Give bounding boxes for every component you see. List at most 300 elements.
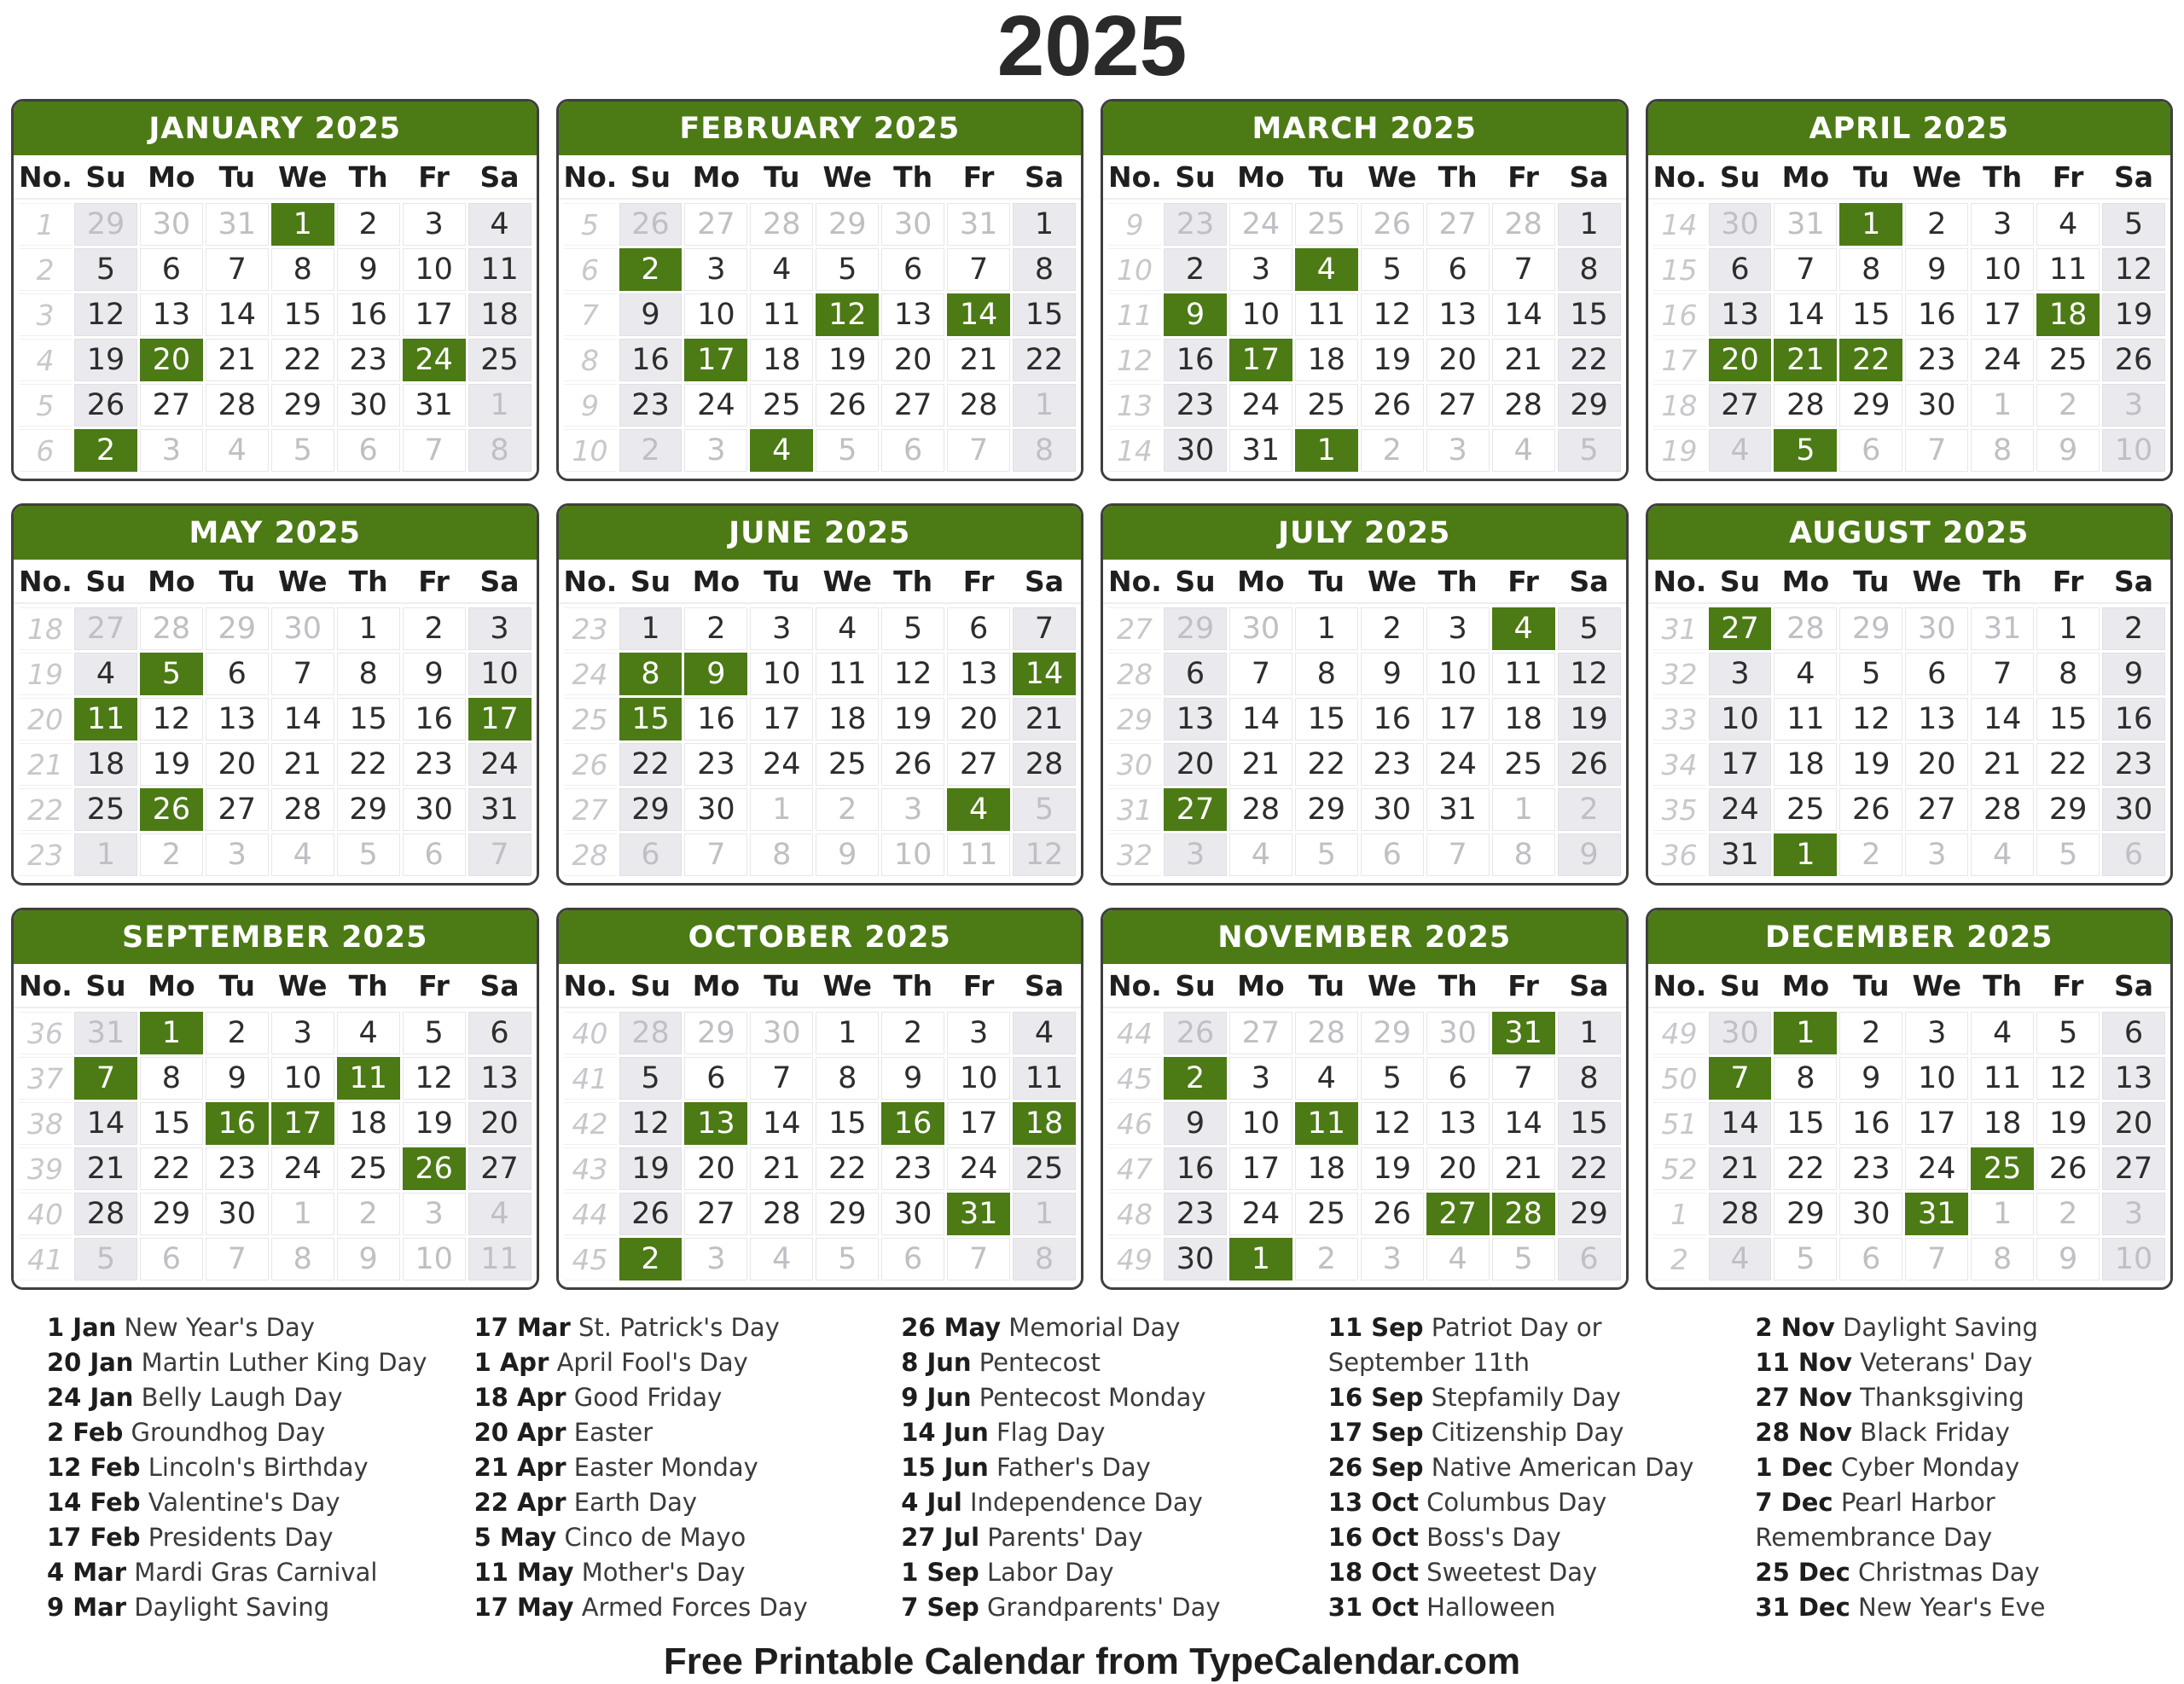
day-cell: 27 xyxy=(1905,788,1968,831)
day-cell: 24 xyxy=(468,743,531,786)
day-cell: 30 xyxy=(1709,1012,1772,1054)
day-cell: 16 xyxy=(1164,339,1227,381)
day-cell: 3 xyxy=(947,1012,1010,1054)
day-cell: 5 xyxy=(1839,653,1902,695)
day-cell-holiday: 28 xyxy=(1492,1193,1555,1235)
day-cell: 10 xyxy=(403,1238,466,1280)
day-cell: 22 xyxy=(1013,339,1076,381)
day-cell: 9 xyxy=(1905,248,1968,291)
day-cell: 2 xyxy=(684,607,747,650)
day-cell: 3 xyxy=(1426,607,1490,650)
holiday-item: 7 Dec Pearl Harbor Remembrance Day xyxy=(1755,1488,1995,1552)
month-card-september xyxy=(11,908,539,1290)
day-cell: 28 xyxy=(1492,384,1555,427)
weekday-row xyxy=(559,964,1082,1008)
day-cell: 23 xyxy=(1164,203,1227,246)
week-number: 23 xyxy=(19,833,72,876)
day-cell: 2 xyxy=(619,429,682,472)
day-cell: 7 xyxy=(750,1057,813,1100)
week-number: 30 xyxy=(1108,743,1161,786)
month-weeks xyxy=(14,604,537,883)
day-cell: 19 xyxy=(1839,743,1902,786)
day-cell: 12 xyxy=(140,698,203,740)
day-cell: 23 xyxy=(2102,743,2165,786)
holiday-date: 11 May xyxy=(473,1558,574,1587)
week-number: 38 xyxy=(19,1102,72,1145)
holiday-date: 7 Sep xyxy=(901,1593,979,1622)
day-cell-holiday: 7 xyxy=(74,1057,137,1100)
holiday-item: 31 Oct Halloween xyxy=(1327,1593,1556,1622)
day-cell-holiday: 14 xyxy=(947,293,1010,336)
weekday-label: Th xyxy=(348,969,388,1002)
day-cell-holiday: 4 xyxy=(1295,248,1358,291)
day-cell: 5 xyxy=(271,429,334,472)
day-cell: 14 xyxy=(206,293,269,336)
weekday-row xyxy=(1103,155,1626,200)
day-cell-holiday: 15 xyxy=(619,698,682,740)
day-cell: 22 xyxy=(1558,1147,1621,1190)
holiday-item: 13 Oct Columbus Day xyxy=(1327,1488,1607,1517)
day-cell: 7 xyxy=(947,1238,1010,1280)
day-cell: 24 xyxy=(750,743,813,786)
day-cell: 7 xyxy=(206,1238,269,1280)
day-cell: 30 xyxy=(1164,429,1227,472)
day-cell: 2 xyxy=(816,788,879,831)
day-cell: 7 xyxy=(684,833,747,876)
day-cell: 30 xyxy=(403,788,466,831)
day-cell: 6 xyxy=(1839,1238,1902,1280)
weekday-label: Th xyxy=(348,565,388,598)
day-cell: 2 xyxy=(403,607,466,650)
day-cell: 2 xyxy=(337,203,400,246)
day-cell: 24 xyxy=(684,384,747,427)
day-cell: 18 xyxy=(1295,339,1358,381)
day-cell: 13 xyxy=(206,698,269,740)
holiday-date: 31 Oct xyxy=(1327,1593,1419,1622)
week-number: 45 xyxy=(1108,1057,1161,1100)
day-cell: 12 xyxy=(2102,248,2165,291)
day-cell: 30 xyxy=(1839,1193,1902,1235)
day-cell: 30 xyxy=(881,203,944,246)
holiday-date: 18 Apr xyxy=(473,1383,566,1412)
weekday-label: We xyxy=(1367,565,1417,598)
weekday-row xyxy=(14,560,537,604)
day-cell-holiday: 18 xyxy=(1013,1102,1076,1145)
day-cell: 25 xyxy=(2036,339,2100,381)
day-cell: 2 xyxy=(1361,429,1424,472)
holiday-date: 31 Dec xyxy=(1755,1593,1850,1622)
day-cell: 15 xyxy=(816,1102,879,1145)
weekday-label: Sa xyxy=(1569,160,1609,194)
holiday-date: 17 Mar xyxy=(473,1313,571,1342)
month-title: DECEMBER 2025 xyxy=(1648,910,2171,964)
day-cell: 22 xyxy=(271,339,334,381)
day-cell-holiday: 1 xyxy=(1839,203,1902,246)
day-cell: 13 xyxy=(140,293,203,336)
month-title: FEBRUARY 2025 xyxy=(559,102,1082,155)
day-cell: 2 xyxy=(2036,1193,2100,1235)
day-cell: 3 xyxy=(1709,653,1772,695)
day-cell: 23 xyxy=(206,1147,269,1190)
day-cell: 15 xyxy=(1558,293,1621,336)
day-cell: 23 xyxy=(1361,743,1424,786)
day-cell: 1 xyxy=(619,607,682,650)
day-cell: 5 xyxy=(881,607,944,650)
day-cell: 29 xyxy=(2036,788,2100,831)
day-cell: 19 xyxy=(140,743,203,786)
week-number: 24 xyxy=(564,653,617,695)
day-cell: 29 xyxy=(684,1012,747,1054)
day-cell: 27 xyxy=(140,384,203,427)
day-cell-holiday: 2 xyxy=(74,429,137,472)
holiday-date: 1 Sep xyxy=(901,1558,979,1587)
weekday-label: Fr xyxy=(1507,969,1539,1002)
weekday-label: Th xyxy=(1438,969,1478,1002)
day-cell: 10 xyxy=(1229,293,1292,336)
holiday-date: 14 Feb xyxy=(47,1488,141,1517)
week-number: 40 xyxy=(19,1193,72,1235)
day-cell: 20 xyxy=(468,1102,531,1145)
holiday-date: 22 Apr xyxy=(473,1488,566,1517)
day-cell-holiday: 18 xyxy=(2036,293,2100,336)
day-cell: 11 xyxy=(1492,653,1555,695)
day-cell: 25 xyxy=(1295,203,1358,246)
weekday-label: Fr xyxy=(418,969,450,1002)
day-cell: 11 xyxy=(1774,698,1837,740)
weekday-label: Th xyxy=(1983,565,2023,598)
day-cell: 20 xyxy=(947,698,1010,740)
day-cell: 29 xyxy=(1164,607,1227,650)
day-cell: 23 xyxy=(1164,1193,1227,1235)
week-number: 3 xyxy=(19,293,72,336)
weekday-row xyxy=(559,155,1082,200)
weekday-label: Fr xyxy=(1507,565,1539,598)
day-cell: 30 xyxy=(206,1193,269,1235)
day-cell: 28 xyxy=(1774,384,1837,427)
week-number: 25 xyxy=(564,698,617,740)
holiday-date: 14 Jun xyxy=(901,1418,989,1447)
weekday-label: Su xyxy=(85,969,126,1002)
day-cell-holiday: 2 xyxy=(619,1238,682,1280)
week-number: 27 xyxy=(564,788,617,831)
day-cell: 20 xyxy=(1164,743,1227,786)
day-cell: 8 xyxy=(1492,833,1555,876)
week-number: 14 xyxy=(1653,203,1706,246)
week-number: 44 xyxy=(564,1193,617,1235)
day-cell: 24 xyxy=(271,1147,334,1190)
day-cell: 20 xyxy=(1426,339,1490,381)
day-cell: 20 xyxy=(1905,743,1968,786)
day-cell-holiday: 27 xyxy=(1709,607,1772,650)
day-cell: 7 xyxy=(1229,653,1292,695)
day-cell: 30 xyxy=(2102,788,2165,831)
day-cell-holiday: 17 xyxy=(468,698,531,740)
holiday-column xyxy=(901,1310,1304,1625)
week-number: 12 xyxy=(1108,339,1161,381)
day-cell: 11 xyxy=(816,653,879,695)
day-cell: 25 xyxy=(1295,384,1358,427)
weekday-label: Th xyxy=(1983,160,2023,194)
weekday-label: Mo xyxy=(148,969,195,1002)
day-cell: 5 xyxy=(1558,607,1621,650)
day-cell: 19 xyxy=(1361,339,1424,381)
day-cell: 25 xyxy=(74,788,137,831)
day-cell: 12 xyxy=(1839,698,1902,740)
weekday-label: Mo xyxy=(1237,160,1285,194)
day-cell: 5 xyxy=(1361,1057,1424,1100)
weekday-label: No. xyxy=(1653,160,1707,194)
weekday-label: Sa xyxy=(1569,969,1609,1002)
day-cell: 10 xyxy=(2102,1238,2165,1280)
holiday-date: 9 Jun xyxy=(901,1383,972,1412)
day-cell: 28 xyxy=(140,607,203,650)
month-card-july xyxy=(1101,503,1629,886)
holiday-item: 1 Sep Labor Day xyxy=(901,1558,1114,1587)
weekday-row xyxy=(1648,560,2171,604)
day-cell: 18 xyxy=(1295,1147,1358,1190)
holiday-item: 25 Dec Christmas Day xyxy=(1755,1558,2040,1587)
day-cell: 21 xyxy=(1971,743,2034,786)
day-cell: 29 xyxy=(1839,384,1902,427)
weekday-label: Th xyxy=(1438,565,1478,598)
holiday-item: 1 Apr April Fool's Day xyxy=(473,1348,748,1377)
day-cell: 8 xyxy=(140,1057,203,1100)
day-cell: 14 xyxy=(1709,1102,1772,1145)
day-cell: 11 xyxy=(2036,248,2100,291)
weekday-label: Mo xyxy=(1781,565,1830,598)
day-cell: 28 xyxy=(947,384,1010,427)
day-cell: 3 xyxy=(1229,248,1292,291)
weekday-row xyxy=(14,155,537,200)
weekday-label: Tu xyxy=(1308,565,1345,598)
day-cell: 16 xyxy=(2102,698,2165,740)
day-cell-holiday: 26 xyxy=(403,1147,466,1190)
holiday-item: 1 Dec Cyber Monday xyxy=(1755,1453,2020,1482)
month-weeks xyxy=(1648,604,2171,883)
weekday-label: No. xyxy=(1108,160,1162,194)
weekday-label: Mo xyxy=(1781,969,1830,1002)
holiday-date: 20 Apr xyxy=(473,1418,566,1447)
holiday-item: 5 May Cinco de Mayo xyxy=(473,1523,746,1552)
day-cell-holiday: 27 xyxy=(1164,788,1227,831)
day-cell: 26 xyxy=(74,384,137,427)
day-cell: 8 xyxy=(1295,653,1358,695)
day-cell-holiday: 25 xyxy=(1971,1147,2034,1190)
day-cell: 15 xyxy=(2036,698,2100,740)
day-cell: 21 xyxy=(1229,743,1292,786)
day-cell: 27 xyxy=(1426,384,1490,427)
weekday-label: Mo xyxy=(1237,565,1285,598)
week-number: 21 xyxy=(19,743,72,786)
weekday-label: Tu xyxy=(218,969,255,1002)
weekday-label: Sa xyxy=(2114,160,2154,194)
holiday-item: 24 Jan Belly Laugh Day xyxy=(47,1383,343,1412)
week-number: 19 xyxy=(1653,429,1706,472)
day-cell: 19 xyxy=(2102,293,2165,336)
day-cell: 25 xyxy=(1295,1193,1358,1235)
weekday-row xyxy=(1648,964,2171,1008)
week-number: 18 xyxy=(1653,384,1706,427)
day-cell: 7 xyxy=(403,429,466,472)
week-number: 7 xyxy=(564,293,617,336)
day-cell: 27 xyxy=(947,743,1010,786)
day-cell: 28 xyxy=(1774,607,1837,650)
day-cell: 7 xyxy=(1492,1057,1555,1100)
day-cell: 9 xyxy=(1558,833,1621,876)
month-weeks xyxy=(559,604,1082,883)
holiday-item: 27 Nov Thanksgiving xyxy=(1755,1383,2024,1412)
day-cell: 6 xyxy=(1426,248,1490,291)
day-cell: 15 xyxy=(1013,293,1076,336)
weekday-label: Th xyxy=(893,160,933,194)
day-cell-holiday: 22 xyxy=(1839,339,1902,381)
month-card-march xyxy=(1101,99,1629,481)
week-number: 22 xyxy=(19,788,72,831)
week-number: 8 xyxy=(564,339,617,381)
day-cell: 22 xyxy=(1774,1147,1837,1190)
day-cell: 28 xyxy=(1492,203,1555,246)
week-number: 46 xyxy=(1108,1102,1161,1145)
holiday-date: 2 Nov xyxy=(1755,1313,1835,1342)
day-cell: 15 xyxy=(1839,293,1902,336)
weekday-label: Su xyxy=(85,160,126,194)
day-cell: 26 xyxy=(2036,1147,2100,1190)
holiday-column xyxy=(1328,1310,1732,1625)
day-cell: 31 xyxy=(468,788,531,831)
day-cell: 13 xyxy=(1426,1102,1490,1145)
weekday-label: Mo xyxy=(148,160,195,194)
day-cell: 16 xyxy=(1905,293,1968,336)
day-cell: 16 xyxy=(1839,1102,1902,1145)
day-cell: 8 xyxy=(750,833,813,876)
day-cell: 29 xyxy=(1295,788,1358,831)
weekday-label: Th xyxy=(893,565,933,598)
day-cell: 29 xyxy=(1558,384,1621,427)
weekday-label: Mo xyxy=(692,565,741,598)
day-cell: 3 xyxy=(2102,1193,2165,1235)
day-cell: 5 xyxy=(74,1238,137,1280)
day-cell: 14 xyxy=(1492,1102,1555,1145)
day-cell: 4 xyxy=(816,607,879,650)
day-cell: 4 xyxy=(1013,1012,1076,1054)
holiday-date: 1 Jan xyxy=(47,1313,117,1342)
day-cell: 5 xyxy=(1558,429,1621,472)
day-cell: 29 xyxy=(1774,1193,1837,1235)
day-cell: 13 xyxy=(1164,698,1227,740)
day-cell: 1 xyxy=(2036,607,2100,650)
day-cell: 1 xyxy=(468,384,531,427)
holiday-item: 14 Jun Flag Day xyxy=(901,1418,1106,1447)
holiday-item: 28 Nov Black Friday xyxy=(1755,1418,2010,1447)
weekday-label: Su xyxy=(1719,969,1761,1002)
day-cell: 26 xyxy=(1361,1193,1424,1235)
day-cell: 26 xyxy=(816,384,879,427)
day-cell: 10 xyxy=(1709,698,1772,740)
day-cell: 19 xyxy=(1558,698,1621,740)
day-cell: 27 xyxy=(684,1193,747,1235)
day-cell: 17 xyxy=(750,698,813,740)
holiday-date: 21 Apr xyxy=(473,1453,566,1482)
day-cell: 23 xyxy=(403,743,466,786)
day-cell: 29 xyxy=(1558,1193,1621,1235)
week-number: 39 xyxy=(19,1147,72,1190)
day-cell: 18 xyxy=(1971,1102,2034,1145)
day-cell: 29 xyxy=(1361,1012,1424,1054)
holiday-date: 28 Nov xyxy=(1755,1418,1852,1447)
day-cell: 12 xyxy=(1558,653,1621,695)
weekday-label: Sa xyxy=(1025,969,1065,1002)
day-cell-holiday: 17 xyxy=(1229,339,1292,381)
day-cell: 3 xyxy=(468,607,531,650)
day-cell: 21 xyxy=(750,1147,813,1190)
day-cell: 4 xyxy=(271,833,334,876)
day-cell-holiday: 17 xyxy=(271,1102,334,1145)
holiday-date: 7 Dec xyxy=(1755,1488,1833,1517)
day-cell: 30 xyxy=(1361,788,1424,831)
day-cell: 15 xyxy=(1774,1102,1837,1145)
day-cell: 27 xyxy=(468,1147,531,1190)
day-cell: 30 xyxy=(271,607,334,650)
holiday-date: 1 Dec xyxy=(1755,1453,1833,1482)
day-cell: 5 xyxy=(1774,1238,1837,1280)
day-cell: 7 xyxy=(947,248,1010,291)
day-cell: 6 xyxy=(1905,653,1968,695)
day-cell: 10 xyxy=(468,653,531,695)
day-cell-holiday: 31 xyxy=(947,1193,1010,1235)
month-weeks xyxy=(14,200,537,479)
day-cell: 10 xyxy=(2102,429,2165,472)
day-cell: 2 xyxy=(1839,1012,1902,1054)
day-cell: 6 xyxy=(2102,1012,2165,1054)
day-cell: 18 xyxy=(74,743,137,786)
day-cell: 4 xyxy=(206,429,269,472)
day-cell: 8 xyxy=(1558,1057,1621,1100)
holiday-date: 13 Oct xyxy=(1327,1488,1419,1517)
day-cell: 8 xyxy=(1013,429,1076,472)
day-cell: 3 xyxy=(1426,429,1490,472)
holiday-item: 20 Jan Martin Luther King Day xyxy=(47,1348,427,1377)
holiday-date: 8 Jun xyxy=(901,1348,972,1377)
holiday-column xyxy=(47,1310,450,1625)
day-cell: 3 xyxy=(881,788,944,831)
month-weeks xyxy=(1648,1008,2171,1287)
day-cell: 1 xyxy=(1558,203,1621,246)
day-cell: 3 xyxy=(1361,1238,1424,1280)
weekday-label: Th xyxy=(348,160,388,194)
weekday-label: Fr xyxy=(962,160,995,194)
holiday-date: 1 Apr xyxy=(473,1348,549,1377)
day-cell: 13 xyxy=(468,1057,531,1100)
day-cell: 30 xyxy=(140,203,203,246)
day-cell: 1 xyxy=(271,1193,334,1235)
holiday-date: 15 Jun xyxy=(901,1453,989,1482)
day-cell: 2 xyxy=(1164,248,1227,291)
day-cell: 17 xyxy=(403,293,466,336)
week-number: 19 xyxy=(19,653,72,695)
weekday-label: Fr xyxy=(1507,160,1539,194)
week-number: 5 xyxy=(564,203,617,246)
week-number: 40 xyxy=(564,1012,617,1054)
day-cell: 21 xyxy=(206,339,269,381)
weekday-label: Tu xyxy=(1308,969,1345,1002)
weekday-label: Su xyxy=(1175,969,1216,1002)
day-cell: 31 xyxy=(947,203,1010,246)
weekday-label: Tu xyxy=(764,969,800,1002)
day-cell-holiday: 21 xyxy=(1774,339,1837,381)
weekday-label: We xyxy=(277,969,328,1002)
day-cell: 5 xyxy=(1361,248,1424,291)
week-number: 31 xyxy=(1653,607,1706,650)
